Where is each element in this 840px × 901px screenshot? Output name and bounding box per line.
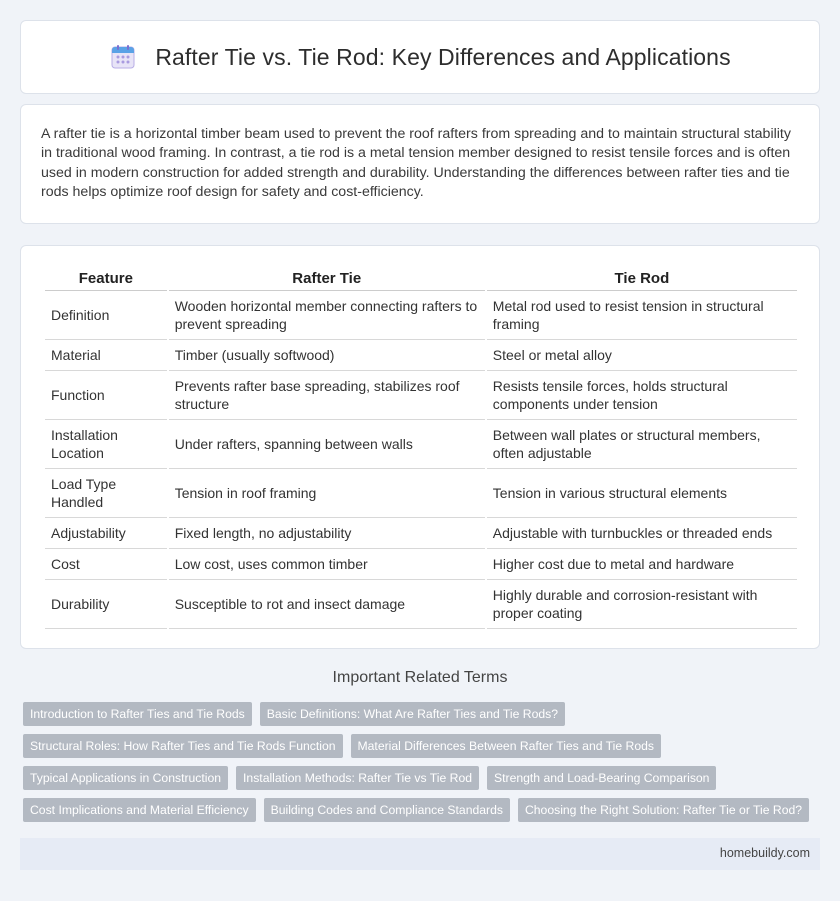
feature-cell: Adjustability: [45, 518, 167, 549]
rafter-tie-cell: Timber (usually softwood): [169, 340, 485, 371]
rafter-tie-cell: Low cost, uses common timber: [169, 549, 485, 580]
feature-cell: Load Type Handled: [45, 469, 167, 518]
table-row: [45, 549, 797, 580]
feature-cell: Durability: [45, 580, 167, 629]
table-row: [45, 420, 797, 469]
title-card: [20, 20, 820, 94]
tie-rod-cell: Adjustable with turnbuckles or threaded ends: [487, 518, 797, 549]
rafter-tie-cell: Prevents rafter base spreading, stabilizes roof structure: [169, 371, 485, 420]
related-term-tag[interactable]: Cost Implications and Material Efficiency: [23, 798, 256, 822]
header-feature: Feature: [45, 266, 167, 291]
feature-cell: Function: [45, 371, 167, 420]
rafter-tie-cell: Under rafters, spanning between walls: [169, 420, 485, 469]
related-term-tag[interactable]: Choosing the Right Solution: Rafter Tie or Tie Rod?: [518, 798, 809, 822]
feature-cell: Definition: [45, 291, 167, 340]
related-term-tag[interactable]: Installation Methods: Rafter Tie vs Tie Rod: [236, 766, 479, 790]
tie-rod-cell: Tension in various structural elements: [487, 469, 797, 518]
rafter-tie-cell: Susceptible to rot and insect damage: [169, 580, 485, 629]
rafter-tie-cell: Wooden horizontal member connecting rafters to prevent spreading: [169, 291, 485, 340]
table-row: [45, 469, 797, 518]
related-term-tag[interactable]: Strength and Load-Bearing Comparison: [487, 766, 716, 790]
page-title: Rafter Tie vs. Tie Rod: Key Differences and Applications: [155, 43, 731, 70]
tie-rod-cell: Resists tensile forces, holds structural components under tension: [487, 371, 797, 420]
comparison-table: [43, 266, 799, 629]
table-row: [45, 371, 797, 420]
related-term-tag[interactable]: Structural Roles: How Rafter Ties and Tie Rods Function: [23, 734, 343, 758]
related-term-tag[interactable]: Building Codes and Compliance Standards: [264, 798, 510, 822]
header-tie-rod: Tie Rod: [487, 266, 797, 291]
intro-card: [20, 104, 820, 224]
rafter-tie-cell: Tension in roof framing: [169, 469, 485, 518]
feature-cell: Installation Location: [45, 420, 167, 469]
calendar-icon: [109, 43, 137, 71]
table-row: [45, 518, 797, 549]
tie-rod-cell: Higher cost due to metal and hardware: [487, 549, 797, 580]
comparison-card: [20, 245, 820, 649]
related-term-tag[interactable]: Basic Definitions: What Are Rafter Ties and Tie Rods?: [260, 702, 565, 726]
related-term-tag[interactable]: Material Differences Between Rafter Ties and Tie Rods: [351, 734, 661, 758]
tie-rod-cell: Highly durable and corrosion-resistant with proper coating: [487, 580, 797, 629]
footer-site-link[interactable]: homebuildy.com: [719, 846, 810, 860]
related-terms-list: [23, 702, 823, 830]
related-terms-title: Important Related Terms: [332, 669, 508, 686]
table-row: [45, 291, 797, 340]
feature-cell: Cost: [45, 549, 167, 580]
table-row: [45, 340, 797, 371]
table-header-row: [45, 266, 797, 291]
rafter-tie-cell: Fixed length, no adjustability: [169, 518, 485, 549]
intro-text: A rafter tie is a horizontal timber beam used to prevent the roof rafters from spreading and to maintain structural stability in traditional wood framing. In contrast, a tie rod is a metal tension member designed to resist tensile forces and is often used in modern construction for added strength and durability. Understanding the differences between rafter ties and tie rods helps optimize roof design for safety and cost-efficiency.: [41, 126, 791, 200]
tie-rod-cell: Between wall plates or structural members, often adjustable: [487, 420, 797, 469]
tie-rod-cell: Steel or metal alloy: [487, 340, 797, 371]
feature-cell: Material: [45, 340, 167, 371]
related-term-tag[interactable]: Introduction to Rafter Ties and Tie Rods: [23, 702, 252, 726]
header-rafter-tie: Rafter Tie: [169, 266, 485, 291]
related-term-tag[interactable]: Typical Applications in Construction: [23, 766, 228, 790]
footer: [20, 838, 820, 870]
table-row: [45, 580, 797, 629]
tie-rod-cell: Metal rod used to resist tension in structural framing: [487, 291, 797, 340]
